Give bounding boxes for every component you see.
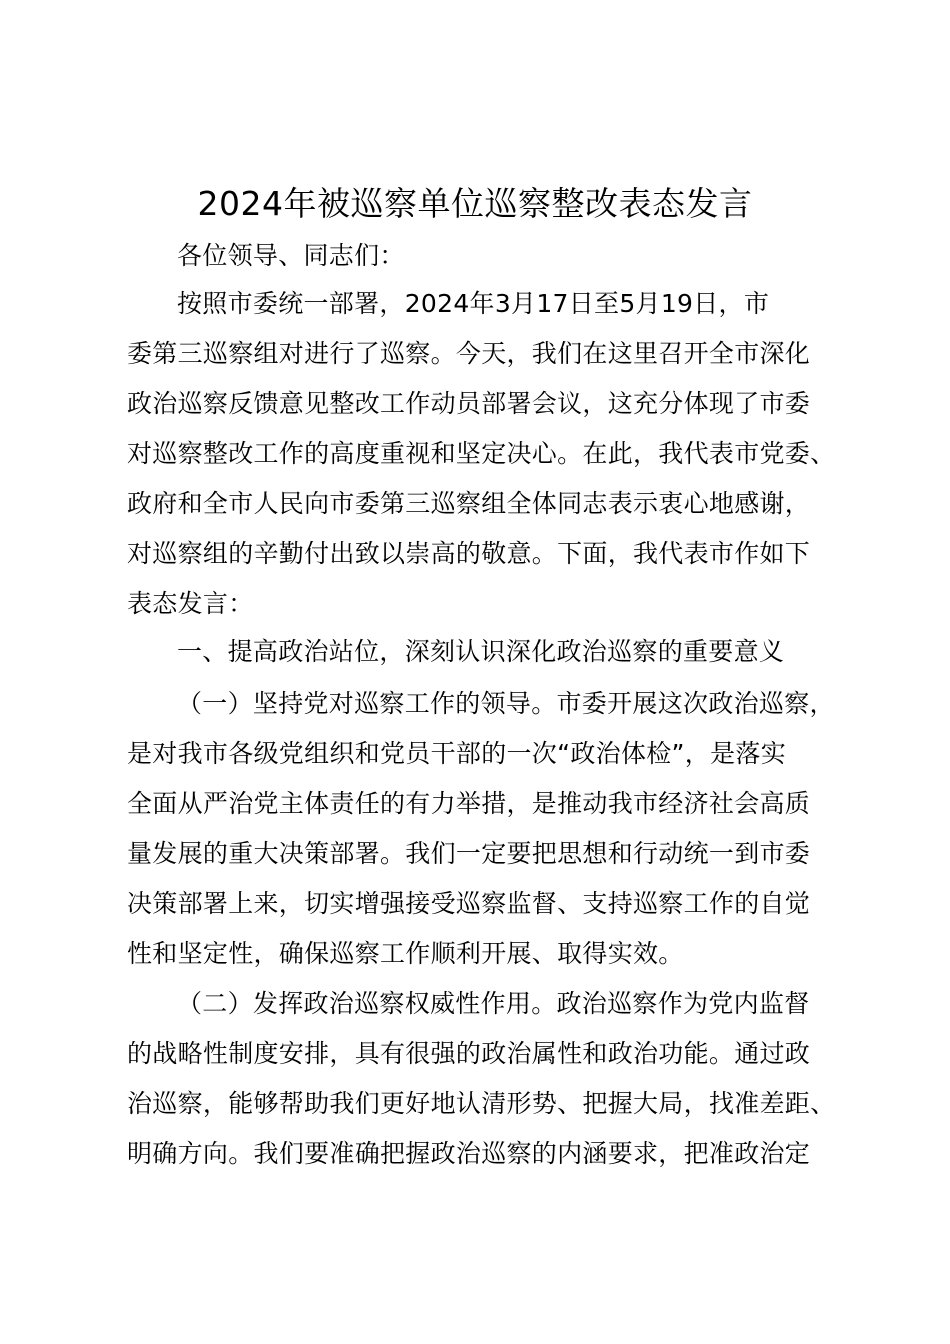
paragraph-line: 是对我市各级党组织和党员干部的一次“政治体检”，是落实 [127,739,787,768]
salutation: 各位领导、同志们： [177,241,405,270]
paragraph-line: 委第三巡察组对进行了巡察。今天，我们在这里召开全市深化 [127,339,811,368]
paragraph-line: 对巡察组的辛勤付出致以崇高的敬意。下面，我代表市作如下 [127,539,811,568]
paragraph-line: 政治巡察反馈意见整改工作动员部署会议，这充分体现了市委 [127,389,811,418]
paragraph-line: 性和坚定性，确保巡察工作顺利开展、取得实效。 [127,939,684,968]
document-title: 2024年被巡察单位巡察整改表态发言 [197,184,753,223]
paragraph-line: 决策部署上来，切实增强接受巡察监督、支持巡察工作的自觉 [127,889,811,918]
paragraph-line: （一）坚持党对巡察工作的领导。市委开展这次政治巡察， [177,689,835,718]
paragraph-line: 治巡察，能够帮助我们更好地认清形势、把握大局，找准差距、 [127,1089,836,1118]
paragraph-line: 量发展的重大决策部署。我们一定要把思想和行动统一到市委 [127,839,811,868]
paragraph-line: 明确方向。我们要准确把握政治巡察的内涵要求，把准政治定 [127,1139,811,1168]
paragraph-line: 政府和全市人民向市委第三巡察组全体同志表示衷心地感谢， [127,489,811,518]
paragraph-line: 对巡察整改工作的高度重视和坚定决心。在此，我代表市党委、 [127,439,836,468]
section-heading: 一、提高政治站位，深刻认识深化政治巡察的重要意义 [177,637,785,666]
paragraph-line: 的战略性制度安排，具有很强的政治属性和政治功能。通过政 [127,1039,811,1068]
paragraph-line: 全面从严治党主体责任的有力举措，是推动我市经济社会高质 [127,789,811,818]
paragraph-line: （二）发挥政治巡察权威性作用。政治巡察作为党内监督 [177,989,810,1018]
paragraph-line: 按照市委统一部署，2024年3月17日至5月19日，市 [177,289,770,318]
paragraph-line: 表态发言： [127,589,254,618]
